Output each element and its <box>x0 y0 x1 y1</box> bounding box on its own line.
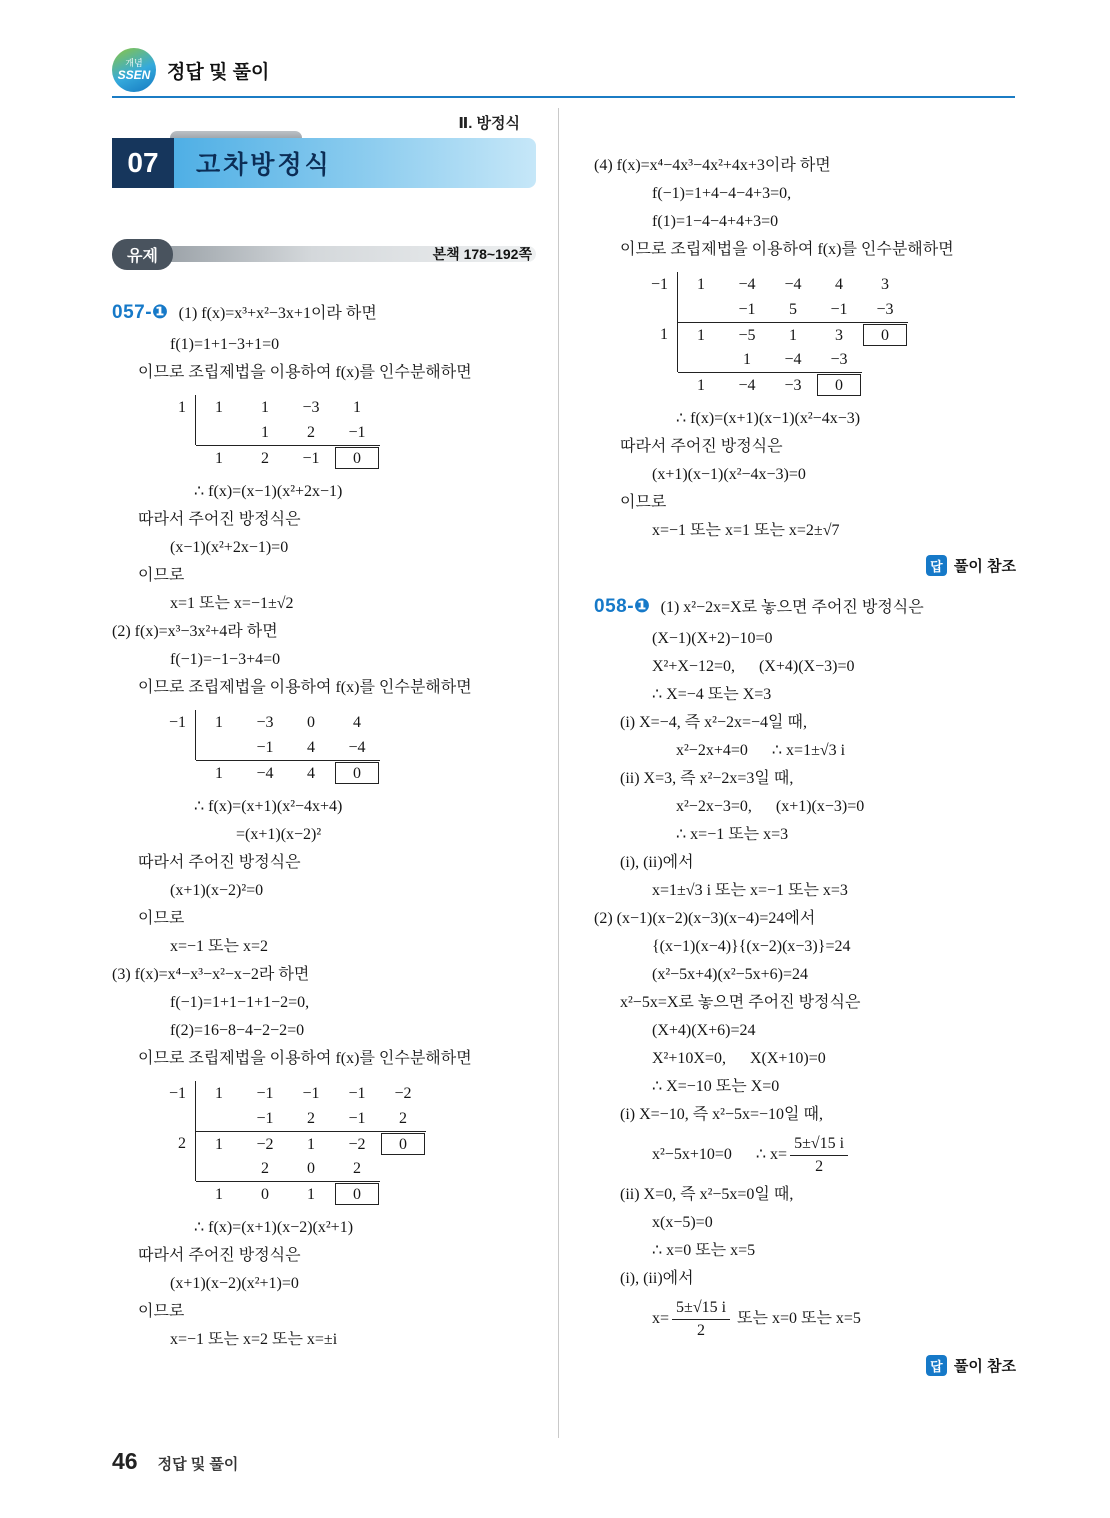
coefficient-cells <box>196 1156 380 1181</box>
coefficient-cell <box>196 420 242 445</box>
synthetic-division-row <box>158 1081 536 1106</box>
exercise-bar <box>112 240 536 268</box>
coefficient-cell: 3 <box>835 327 843 344</box>
coefficient-cell: 1 <box>789 327 797 344</box>
solution-line: ∴ X=−10 또는 X=0 <box>652 1078 780 1095</box>
coefficient-cell: 4 <box>307 739 315 756</box>
synthetic-division-table <box>158 1081 536 1206</box>
divisor-cell <box>158 420 196 445</box>
solution-line: 따라서 주어진 방정식은 <box>138 854 301 871</box>
divisor-cell: 2 <box>158 1131 196 1156</box>
synthetic-division-row <box>640 297 1018 322</box>
solution-line: x=1 또는 x=−1±√2 <box>170 595 294 612</box>
solution-line: f(2)=16−8−4−2−2=0 <box>170 1022 305 1039</box>
synthetic-division-row <box>158 445 536 470</box>
divisor-cell <box>158 445 196 470</box>
divisor-cell <box>640 297 678 322</box>
solution-line: 이므로 <box>138 910 185 927</box>
coefficient-cell: 1 <box>261 399 269 416</box>
solution-line: x=1±√3 i 또는 x=−1 또는 x=3 <box>652 882 848 899</box>
page-header <box>112 48 269 92</box>
solution-line: ∴ f(x)=(x+1)(x−1)(x²−4x−3) <box>676 410 861 427</box>
answer-badge: 답 <box>926 555 947 576</box>
coefficient-cell <box>196 1106 242 1131</box>
coefficient-cells <box>196 420 380 445</box>
column-left <box>112 112 536 1354</box>
solution-line-with-fraction <box>594 1129 1018 1181</box>
synthetic-division-row <box>158 1156 536 1181</box>
synthetic-division-row <box>158 710 536 735</box>
solution-line: 이므로 조립제법을 이용하여 f(x)를 인수분해하면 <box>138 1050 472 1067</box>
solution-line: ∴ f(x)=(x+1)(x²−4x+4) <box>194 798 343 815</box>
page-number: 46 <box>112 1448 138 1474</box>
coefficient-cell: 4 <box>307 765 315 782</box>
problem-heading <box>112 298 536 329</box>
remainder-cell: 0 <box>334 1182 380 1206</box>
solution-line: 이므로 조립제법을 이용하여 f(x)를 인수분해하면 <box>138 679 472 696</box>
solution-line: ∴ f(x)=(x−1)(x²+2x−1) <box>194 483 343 500</box>
column-right <box>594 122 1018 1382</box>
synthetic-division-row <box>640 272 1018 297</box>
synthetic-division-table <box>158 710 536 785</box>
fraction-prefix: x²−5x+10=0 ∴ x= <box>652 1146 788 1163</box>
solution-line: X²+10X=0, X(X+10)=0 <box>652 1050 826 1067</box>
exercise-pages-bar <box>163 246 536 262</box>
solution-line: (4) f(x)=x⁴−4x³−4x²+4x+3이라 하면 <box>594 157 831 174</box>
solution-line: x²−5x=X로 놓으면 주어진 방정식은 <box>620 994 861 1011</box>
solution-line: x=−1 또는 x=2 <box>170 938 268 955</box>
coefficient-cell: 5 <box>789 301 797 318</box>
synthetic-division-row <box>158 1106 536 1131</box>
coefficient-cell: −4 <box>738 377 756 394</box>
coefficient-cell <box>678 297 724 322</box>
solution-line: (i) X=−10, 즉 x²−5x=−10일 때, <box>620 1106 823 1123</box>
exercise-pages: 본책 178~192쪽 <box>432 246 532 262</box>
divisor-cell <box>158 1106 196 1131</box>
coefficient-cell: 1 <box>215 765 223 782</box>
solution-line: x(x−5)=0 <box>652 1214 713 1231</box>
solution-line: (i), (ii)에서 <box>620 1270 694 1287</box>
coefficient-cell: −2 <box>256 1136 274 1153</box>
coefficient-cell: −3 <box>256 714 274 731</box>
synthetic-division-row <box>158 760 536 785</box>
solution-line: 따라서 주어진 방정식은 <box>138 511 301 528</box>
answer-text: 풀이 참조 <box>953 558 1016 575</box>
coefficient-cell: 2 <box>307 424 315 441</box>
coefficient-cell: 2 <box>399 1110 407 1127</box>
coefficient-cells <box>678 297 908 322</box>
chapter-number: 07 <box>112 138 174 188</box>
fraction-prefix: x= <box>652 1310 670 1327</box>
coefficient-cell: 1 <box>215 714 223 731</box>
coefficient-cell: 1 <box>261 424 269 441</box>
fraction-denominator: 2 <box>815 1157 824 1175</box>
solution-line: (2) f(x)=x³−3x²+4라 하면 <box>112 623 278 640</box>
coefficient-cells <box>196 1106 426 1131</box>
coefficient-cell: −1 <box>348 1085 366 1102</box>
coefficient-cell: 1 <box>215 1136 223 1153</box>
solution-line: 이므로 <box>620 494 667 511</box>
coefficient-cell: 1 <box>215 1186 223 1203</box>
coefficient-cell: −2 <box>394 1085 412 1102</box>
coefficient-cell: 1 <box>743 351 751 368</box>
solution-line: f(1)=1−4−4+4+3=0 <box>652 213 779 230</box>
solution-line: (1) x²−2x=X로 놓으면 주어진 방정식은 <box>660 599 924 616</box>
synthetic-division-table <box>158 395 536 470</box>
coefficient-cells <box>678 272 908 297</box>
coefficient-cell <box>678 347 724 372</box>
problem-number: 058-❶ <box>594 596 651 617</box>
solution-line: (x²−5x+4)(x²−5x+6)=24 <box>652 966 809 983</box>
coefficient-cell <box>196 735 242 760</box>
fraction-denominator: 2 <box>697 1321 706 1339</box>
coefficient-cell: −1 <box>830 301 848 318</box>
solution-line: f(−1)=1+4−4−4+3=0, <box>652 185 792 202</box>
coefficient-cell: −4 <box>784 351 802 368</box>
synthetic-division-row <box>158 735 536 760</box>
solution-line: 따라서 주어진 방정식은 <box>138 1247 301 1264</box>
coefficient-cell: −1 <box>348 424 366 441</box>
solution-line: ∴ X=−4 또는 X=3 <box>652 686 772 703</box>
coefficient-cells <box>196 395 380 420</box>
solution-line: {(x−1)(x−4)}{(x−2)(x−3)}=24 <box>652 938 851 955</box>
coefficient-cell: −3 <box>784 377 802 394</box>
header-title: 정답 및 풀이 <box>167 61 270 83</box>
synthetic-division-row <box>158 420 536 445</box>
coefficient-cells <box>196 1081 426 1106</box>
coefficient-cell: 3 <box>881 276 889 293</box>
coefficient-cells <box>678 372 862 397</box>
coefficient-cells <box>678 347 862 372</box>
coefficient-cells <box>196 735 380 760</box>
synthetic-division-row <box>640 347 1018 372</box>
solution-blocks-right <box>594 152 1018 1376</box>
synthetic-division-row <box>158 1181 536 1206</box>
solution-blocks-left <box>112 298 536 1354</box>
coefficient-cells <box>196 1181 380 1206</box>
header-rule <box>112 96 1015 98</box>
answer-badge: 답 <box>926 1355 947 1376</box>
problem-number: 057-❶ <box>112 302 169 323</box>
coefficient-cell: 2 <box>307 1110 315 1127</box>
coefficient-cells <box>196 710 380 735</box>
coefficient-cell: −4 <box>348 739 366 756</box>
divisor-cell: −1 <box>158 710 196 735</box>
coefficient-cell: −2 <box>348 1136 366 1153</box>
solution-line: (X+4)(X+6)=24 <box>652 1022 756 1039</box>
solution-line: (x+1)(x−1)(x²−4x−3)=0 <box>652 466 806 483</box>
solution-line: f(−1)=−1−3+4=0 <box>170 651 281 668</box>
coefficient-cell: −1 <box>348 1110 366 1127</box>
solution-line: (1) f(x)=x³+x²−3x+1이라 하면 <box>178 305 377 322</box>
problem-heading <box>594 592 1018 623</box>
solution-line: (X−1)(X+2)−10=0 <box>652 630 773 647</box>
fraction-numerator: 5±√15 i <box>672 1297 730 1320</box>
synthetic-division-row <box>640 372 1018 397</box>
solution-line: (2) (x−1)(x−2)(x−3)(x−4)=24에서 <box>594 910 816 927</box>
coefficient-cell: 1 <box>307 1186 315 1203</box>
exercise-badge: 유제 <box>112 239 173 270</box>
solution-line: (ii) X=0, 즉 x²−5x=0일 때, <box>620 1186 794 1203</box>
coefficient-cell <box>196 1156 242 1181</box>
divisor-cell <box>640 347 678 372</box>
solution-line: x²−2x−3=0, (x+1)(x−3)=0 <box>676 798 865 815</box>
coefficient-cell: 1 <box>697 327 705 344</box>
coefficient-cell: 4 <box>835 276 843 293</box>
solution-line: X²+X−12=0, (X+4)(X−3)=0 <box>652 658 855 675</box>
coefficient-cell: 4 <box>353 714 361 731</box>
coefficient-cell: −1 <box>738 301 756 318</box>
fraction-suffix: 또는 x=0 또는 x=5 <box>733 1310 861 1327</box>
solution-line: (i), (ii)에서 <box>620 854 694 871</box>
coefficient-cell: 1 <box>307 1136 315 1153</box>
remainder-cell: 0 <box>334 761 380 785</box>
coefficient-cells <box>678 322 908 347</box>
coefficient-cell: −1 <box>256 1085 274 1102</box>
coefficient-cell: −4 <box>738 276 756 293</box>
solution-line: (i) X=−4, 즉 x²−2x=−4일 때, <box>620 714 807 731</box>
coefficient-cell: 1 <box>697 276 705 293</box>
coefficient-cells <box>196 760 380 785</box>
divisor-cell <box>158 1181 196 1206</box>
solution-line: f(1)=1+1−3+1=0 <box>170 336 280 353</box>
solution-line: =(x+1)(x−2)² <box>236 826 322 843</box>
coefficient-cell: 0 <box>261 1186 269 1203</box>
synthetic-division-row <box>158 1131 536 1156</box>
coefficient-cell: 1 <box>215 1085 223 1102</box>
remainder-cell: 0 <box>380 1132 426 1156</box>
coefficient-cells <box>196 445 380 470</box>
synthetic-division-table <box>640 272 1018 397</box>
coefficient-cell: −3 <box>302 399 320 416</box>
column-divider <box>558 108 559 1438</box>
answer-line <box>594 555 1016 576</box>
coefficient-cell: 2 <box>261 1160 269 1177</box>
solution-line: (ii) X=3, 즉 x²−2x=3일 때, <box>620 770 794 787</box>
page-footer <box>112 1448 238 1475</box>
synthetic-division-row <box>158 395 536 420</box>
divisor-cell: 1 <box>158 395 196 420</box>
coefficient-cell: −4 <box>784 276 802 293</box>
solution-line: 따라서 주어진 방정식은 <box>620 438 783 455</box>
coefficient-cell: 0 <box>307 714 315 731</box>
remainder-cell: 0 <box>334 446 380 470</box>
coefficient-cell: 1 <box>353 399 361 416</box>
coefficient-cell: 0 <box>307 1160 315 1177</box>
solution-line: x²−2x+4=0 ∴ x=1±√3 i <box>676 742 846 759</box>
answer-line <box>594 1355 1016 1376</box>
divisor-cell: 1 <box>640 322 678 347</box>
coefficient-cell: 1 <box>215 399 223 416</box>
coefficient-cell: −4 <box>256 765 274 782</box>
divisor-cell <box>158 1156 196 1181</box>
coefficient-cell: −1 <box>302 1085 320 1102</box>
solution-line: 이므로 <box>138 567 185 584</box>
solution-line: f(−1)=1+1−1+1−2=0, <box>170 994 310 1011</box>
coefficient-cells <box>196 1131 426 1156</box>
solution-line: (x+1)(x−2)²=0 <box>170 882 264 899</box>
coefficient-cell: 2 <box>353 1160 361 1177</box>
remainder-cell: 0 <box>816 373 862 397</box>
solution-line: (3) f(x)=x⁴−x³−x²−x−2라 하면 <box>112 966 310 983</box>
solution-line: 이므로 <box>138 1303 185 1320</box>
coefficient-cell: −1 <box>256 739 274 756</box>
solution-line-with-fraction <box>594 1293 1018 1345</box>
coefficient-cell: −3 <box>830 351 848 368</box>
logo-top-text: 개념 <box>125 58 143 68</box>
solution-line: x=−1 또는 x=2 또는 x=±i <box>170 1331 338 1348</box>
chapter-title: 고차방정식 <box>174 138 536 188</box>
solution-line: ∴ f(x)=(x+1)(x−2)(x²+1) <box>194 1219 354 1236</box>
solution-line: 이므로 조립제법을 이용하여 f(x)를 인수분해하면 <box>620 241 954 258</box>
fraction <box>790 1133 848 1178</box>
coefficient-cell: 1 <box>697 377 705 394</box>
solution-line: x=−1 또는 x=1 또는 x=2±√7 <box>652 522 840 539</box>
divisor-cell: −1 <box>158 1081 196 1106</box>
logo-main-text: SSEN <box>117 68 151 82</box>
solution-line: ∴ x=0 또는 x=5 <box>652 1242 756 1259</box>
coefficient-cell: −1 <box>256 1110 274 1127</box>
fraction <box>672 1297 730 1342</box>
remainder-cell: 0 <box>862 323 908 347</box>
coefficient-cell: −5 <box>738 327 756 344</box>
solution-line: 이므로 조립제법을 이용하여 f(x)를 인수분해하면 <box>138 364 472 381</box>
solution-line: (x+1)(x−2)(x²+1)=0 <box>170 1275 299 1292</box>
ssen-logo <box>112 48 156 92</box>
section-label: Ⅱ. 방정식 <box>458 115 520 132</box>
coefficient-cell: −3 <box>876 301 894 318</box>
coefficient-cell: 2 <box>261 450 269 467</box>
answer-text: 풀이 참조 <box>953 1358 1016 1375</box>
divisor-cell <box>640 372 678 397</box>
solution-line: (x−1)(x²+2x−1)=0 <box>170 539 289 556</box>
synthetic-division-row <box>640 322 1018 347</box>
solution-line: ∴ x=−1 또는 x=3 <box>676 826 789 843</box>
coefficient-cell: 1 <box>215 450 223 467</box>
divisor-cell <box>158 735 196 760</box>
fraction-numerator: 5±√15 i <box>790 1133 848 1156</box>
divisor-cell: −1 <box>640 272 678 297</box>
coefficient-cell: −1 <box>302 450 320 467</box>
chapter-banner <box>112 138 536 188</box>
divisor-cell <box>158 760 196 785</box>
footer-label: 정답 및 풀이 <box>157 1456 239 1473</box>
